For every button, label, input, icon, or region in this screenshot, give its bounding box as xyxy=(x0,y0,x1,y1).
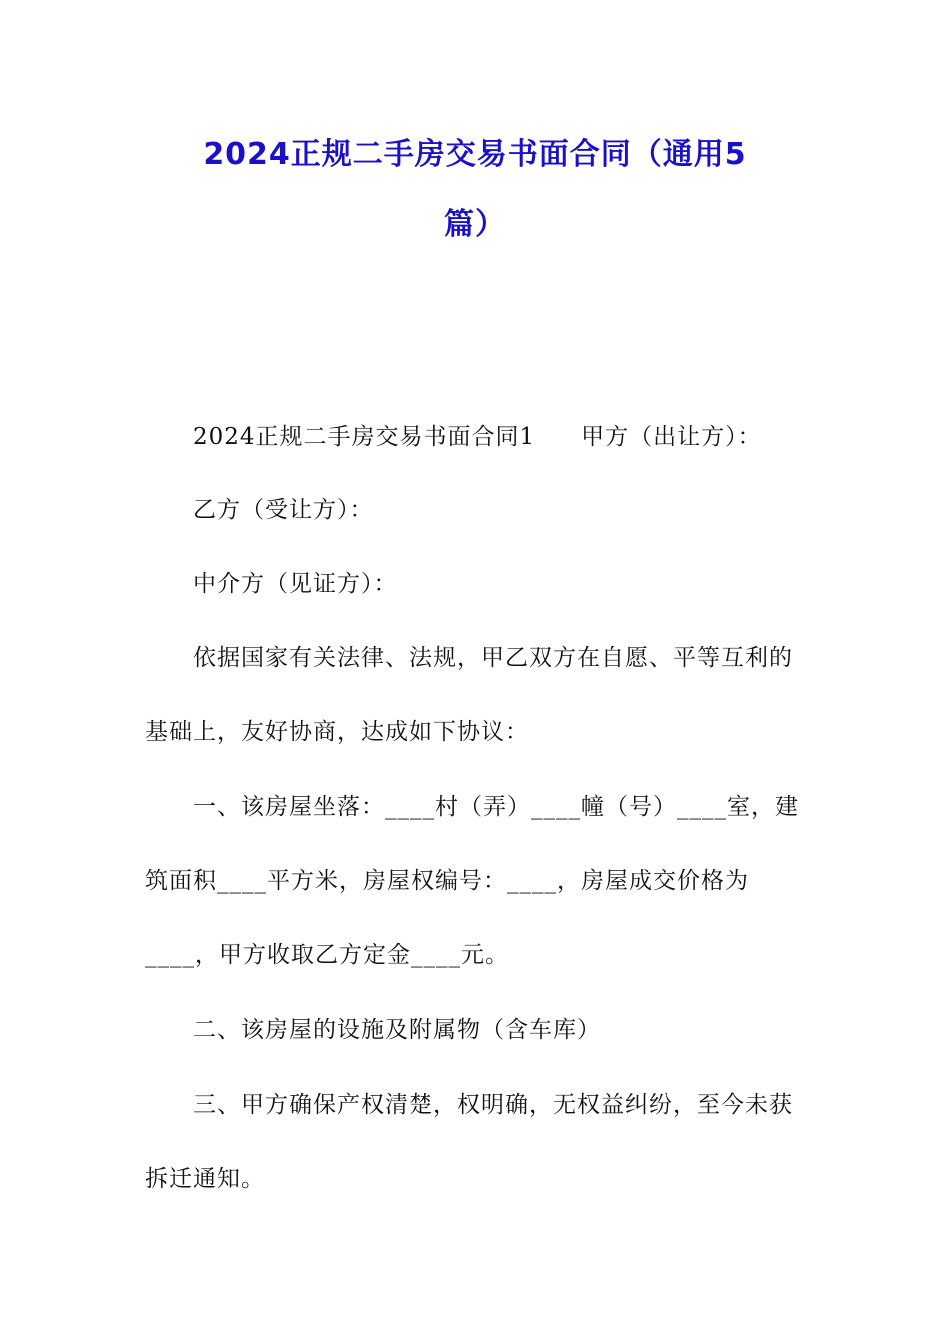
contract-heading-paragraph xyxy=(145,400,815,474)
clause-2-paragraph: 二、该房屋的设施及附属物（含车库） xyxy=(193,1017,601,1043)
title-line-1: 2024正规二手房交易书面合同（通用5 xyxy=(203,137,747,172)
title-line-2: 篇） xyxy=(444,207,506,242)
party-b-label: 乙方（受让方）： xyxy=(193,497,374,523)
contract-number-label: 2024正规二手房交易书面合同1 xyxy=(193,424,536,450)
preamble-paragraph: 依据国家有关法律、法规，甲乙双方在自愿、平等互利的基础上，友好协商，达成如下协议： xyxy=(145,645,793,745)
intermediary-label: 中介方（见证方）： xyxy=(193,571,398,597)
clause-3-paragraph: 三、甲方确保产权清楚，权明确，无权益纠纷，至今未获拆迁通知。 xyxy=(145,1092,793,1192)
party-a-label: 甲方（出让方）： xyxy=(581,424,762,450)
document-title xyxy=(145,120,805,260)
clause-1-paragraph: 一、该房屋坐落：____村（弄）____幢（号）____室，建筑面积____平方米，房屋权编号：____，房屋成交价格为____，甲方收取乙方定金____元。 xyxy=(145,794,799,968)
